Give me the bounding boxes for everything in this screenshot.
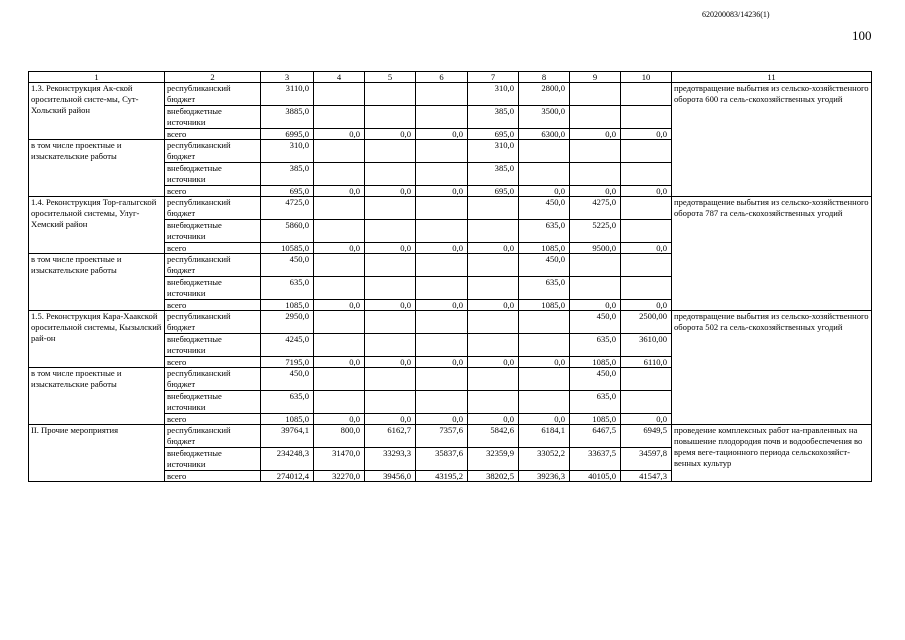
amount-cell: 0,0 <box>416 300 468 311</box>
amount-cell: 6467,5 <box>570 425 621 448</box>
amount-cell: 0,0 <box>416 357 468 368</box>
expected-result: предотвращение выбытия из сельско-хозяйственного оборота 600 га сель-скохозяйственных угодий <box>672 83 872 197</box>
column-header: 10 <box>621 72 672 83</box>
amount-cell <box>519 334 570 357</box>
amount-cell: 0,0 <box>365 357 416 368</box>
amount-cell: 0,0 <box>416 129 468 140</box>
amount-cell: 0,0 <box>416 186 468 197</box>
amount-cell: 0,0 <box>570 129 621 140</box>
amount-cell: 0,0 <box>365 414 416 425</box>
page-number: 100 <box>852 28 872 43</box>
amount-cell <box>621 254 672 277</box>
amount-cell <box>314 140 365 163</box>
amount-cell <box>314 254 365 277</box>
amount-cell: 0,0 <box>365 243 416 254</box>
funding-source: республиканский бюджет <box>165 83 261 106</box>
amount-cell: 450,0 <box>519 254 570 277</box>
header-row <box>29 72 872 83</box>
amount-cell <box>416 197 468 220</box>
column-header: 8 <box>519 72 570 83</box>
amount-cell <box>365 140 416 163</box>
funding-source: внебюджетные источники <box>165 448 261 471</box>
amount-cell: 6184,1 <box>519 425 570 448</box>
amount-cell: 38202,5 <box>468 471 519 482</box>
amount-cell <box>468 277 519 300</box>
funding-source: всего <box>165 186 261 197</box>
amount-cell: 4275,0 <box>570 197 621 220</box>
amount-cell: 695,0 <box>468 129 519 140</box>
amount-cell <box>314 106 365 129</box>
amount-cell <box>468 197 519 220</box>
amount-cell <box>468 391 519 414</box>
column-header: 7 <box>468 72 519 83</box>
amount-cell: 31470,0 <box>314 448 365 471</box>
amount-cell: 0,0 <box>314 243 365 254</box>
funding-source: всего <box>165 129 261 140</box>
amount-cell: 33052,2 <box>519 448 570 471</box>
amount-cell <box>621 106 672 129</box>
activity-name: в том числе проектные и изыскательские работы <box>29 368 165 425</box>
amount-cell: 0,0 <box>416 243 468 254</box>
amount-cell: 310,0 <box>468 83 519 106</box>
amount-cell <box>416 220 468 243</box>
amount-cell: 2500,00 <box>621 311 672 334</box>
amount-cell: 0,0 <box>468 243 519 254</box>
amount-cell: 695,0 <box>468 186 519 197</box>
table-body <box>29 83 872 482</box>
funding-source: внебюджетные источники <box>165 334 261 357</box>
amount-cell: 32270,0 <box>314 471 365 482</box>
amount-cell: 5842,6 <box>468 425 519 448</box>
amount-cell: 0,0 <box>468 414 519 425</box>
amount-cell <box>416 140 468 163</box>
amount-cell: 635,0 <box>570 391 621 414</box>
amount-cell: 450,0 <box>519 197 570 220</box>
amount-cell: 0,0 <box>621 300 672 311</box>
table-row <box>29 83 872 106</box>
amount-cell <box>416 106 468 129</box>
amount-cell <box>314 277 365 300</box>
funding-source: внебюджетные источники <box>165 277 261 300</box>
funding-source: всего <box>165 300 261 311</box>
expected-result: предотвращение выбытия из сельско-хозяйственного оборота 787 га сель-скохозяйственных угодий <box>672 197 872 311</box>
amount-cell <box>416 334 468 357</box>
activity-name: 1.5. Реконструкция Кара-Хаакской оросительной системы, Кызылский рай-он <box>29 311 165 368</box>
amount-cell <box>468 220 519 243</box>
funding-source: республиканский бюджет <box>165 368 261 391</box>
amount-cell <box>519 391 570 414</box>
amount-cell <box>416 83 468 106</box>
amount-cell: 635,0 <box>570 334 621 357</box>
amount-cell <box>416 254 468 277</box>
amount-cell: 34597,8 <box>621 448 672 471</box>
amount-cell <box>314 368 365 391</box>
amount-cell: 450,0 <box>570 368 621 391</box>
amount-cell <box>570 106 621 129</box>
amount-cell <box>314 220 365 243</box>
funding-source: республиканский бюджет <box>165 140 261 163</box>
amount-cell <box>621 220 672 243</box>
funding-source: всего <box>165 243 261 254</box>
amount-cell: 35837,6 <box>416 448 468 471</box>
amount-cell <box>621 277 672 300</box>
amount-cell: 0,0 <box>621 186 672 197</box>
amount-cell <box>519 311 570 334</box>
amount-cell: 0,0 <box>621 129 672 140</box>
amount-cell <box>365 163 416 186</box>
amount-cell: 7357,6 <box>416 425 468 448</box>
amount-cell <box>365 368 416 391</box>
amount-cell: 0,0 <box>570 300 621 311</box>
funding-source: всего <box>165 471 261 482</box>
expected-result: проведение комплексных работ на-правленных на повышение плодородия почв и водообеспечения во время веге-тационного периода сельскохозяйст-венных культур <box>672 425 872 482</box>
amount-cell: 1085,0 <box>261 300 314 311</box>
amount-cell <box>365 83 416 106</box>
amount-cell: 10585,0 <box>261 243 314 254</box>
amount-cell <box>416 391 468 414</box>
funding-source: внебюджетные источники <box>165 106 261 129</box>
column-header: 1 <box>29 72 165 83</box>
amount-cell: 450,0 <box>261 368 314 391</box>
amount-cell: 800,0 <box>314 425 365 448</box>
column-header: 6 <box>416 72 468 83</box>
funding-source: всего <box>165 414 261 425</box>
amount-cell: 0,0 <box>519 357 570 368</box>
amount-cell <box>365 391 416 414</box>
amount-cell: 6110,0 <box>621 357 672 368</box>
amount-cell <box>468 334 519 357</box>
document-id: 620200083/14236(1) <box>702 10 770 19</box>
amount-cell: 41547,3 <box>621 471 672 482</box>
amount-cell: 32359,9 <box>468 448 519 471</box>
funding-source: республиканский бюджет <box>165 425 261 448</box>
activity-name: 1.4. Реконструкция Тор-галыгской оросительной системы, Улуг-Хемский район <box>29 197 165 254</box>
amount-cell: 40105,0 <box>570 471 621 482</box>
amount-cell <box>621 163 672 186</box>
funding-source: республиканский бюджет <box>165 197 261 220</box>
amount-cell <box>519 163 570 186</box>
amount-cell: 5860,0 <box>261 220 314 243</box>
amount-cell <box>468 311 519 334</box>
amount-cell <box>314 197 365 220</box>
amount-cell: 3885,0 <box>261 106 314 129</box>
amount-cell <box>570 254 621 277</box>
amount-cell: 0,0 <box>365 186 416 197</box>
column-header: 2 <box>165 72 261 83</box>
column-header: 4 <box>314 72 365 83</box>
table-row <box>29 425 872 448</box>
amount-cell: 43195,2 <box>416 471 468 482</box>
amount-cell <box>570 83 621 106</box>
amount-cell: 0,0 <box>314 414 365 425</box>
amount-cell: 6949,5 <box>621 425 672 448</box>
amount-cell: 635,0 <box>519 277 570 300</box>
amount-cell <box>314 391 365 414</box>
amount-cell: 310,0 <box>261 140 314 163</box>
amount-cell: 0,0 <box>416 414 468 425</box>
activity-name: в том числе проектные и изыскательские работы <box>29 254 165 311</box>
amount-cell: 5225,0 <box>570 220 621 243</box>
amount-cell: 0,0 <box>314 186 365 197</box>
amount-cell <box>570 163 621 186</box>
amount-cell <box>621 368 672 391</box>
amount-cell <box>570 277 621 300</box>
amount-cell <box>416 368 468 391</box>
amount-cell: 274012,4 <box>261 471 314 482</box>
amount-cell: 0,0 <box>314 129 365 140</box>
amount-cell <box>468 368 519 391</box>
amount-cell: 39764,1 <box>261 425 314 448</box>
amount-cell: 0,0 <box>621 243 672 254</box>
amount-cell: 0,0 <box>468 300 519 311</box>
funding-source: республиканский бюджет <box>165 311 261 334</box>
amount-cell: 7195,0 <box>261 357 314 368</box>
funding-source: всего <box>165 357 261 368</box>
amount-cell <box>314 163 365 186</box>
amount-cell: 0,0 <box>314 300 365 311</box>
amount-cell: 33293,3 <box>365 448 416 471</box>
funding-source: внебюджетные источники <box>165 391 261 414</box>
funding-source: внебюджетные источники <box>165 163 261 186</box>
amount-cell: 0,0 <box>519 414 570 425</box>
amount-cell: 0,0 <box>365 300 416 311</box>
amount-cell <box>416 277 468 300</box>
amount-cell <box>365 311 416 334</box>
amount-cell: 1085,0 <box>570 357 621 368</box>
amount-cell: 39236,3 <box>519 471 570 482</box>
amount-cell: 6300,0 <box>519 129 570 140</box>
amount-cell: 635,0 <box>519 220 570 243</box>
column-header: 5 <box>365 72 416 83</box>
amount-cell: 0,0 <box>365 129 416 140</box>
amount-cell: 635,0 <box>261 277 314 300</box>
amount-cell: 385,0 <box>261 163 314 186</box>
amount-cell <box>365 277 416 300</box>
amount-cell <box>365 254 416 277</box>
amount-cell: 0,0 <box>621 414 672 425</box>
expected-result: предотвращение выбытия из сельско-хозяйственного оборота 502 га сель-скохозяйственных угодий <box>672 311 872 425</box>
amount-cell <box>621 83 672 106</box>
activity-name: 1.3. Реконструкция Ак-ской оросительной систе-мы, Сут-Хольский район <box>29 83 165 140</box>
amount-cell: 0,0 <box>468 357 519 368</box>
amount-cell: 3110,0 <box>261 83 314 106</box>
amount-cell: 385,0 <box>468 163 519 186</box>
amount-cell <box>468 254 519 277</box>
amount-cell: 9500,0 <box>570 243 621 254</box>
column-header: 11 <box>672 72 872 83</box>
budget-table <box>28 71 872 482</box>
amount-cell: 3500,0 <box>519 106 570 129</box>
amount-cell: 0,0 <box>519 186 570 197</box>
amount-cell <box>621 197 672 220</box>
amount-cell: 310,0 <box>468 140 519 163</box>
amount-cell <box>314 83 365 106</box>
amount-cell: 0,0 <box>314 357 365 368</box>
amount-cell: 39456,0 <box>365 471 416 482</box>
activity-name: в том числе проектные и изыскательские работы <box>29 140 165 197</box>
funding-source: республиканский бюджет <box>165 254 261 277</box>
amount-cell <box>416 311 468 334</box>
amount-cell: 695,0 <box>261 186 314 197</box>
amount-cell: 3610,00 <box>621 334 672 357</box>
table-row <box>29 311 872 334</box>
amount-cell: 33637,5 <box>570 448 621 471</box>
amount-cell: 2950,0 <box>261 311 314 334</box>
amount-cell <box>519 368 570 391</box>
amount-cell <box>365 334 416 357</box>
amount-cell: 0,0 <box>570 186 621 197</box>
amount-cell: 450,0 <box>570 311 621 334</box>
amount-cell <box>416 163 468 186</box>
amount-cell <box>621 140 672 163</box>
amount-cell <box>519 140 570 163</box>
amount-cell <box>570 140 621 163</box>
amount-cell: 234248,3 <box>261 448 314 471</box>
funding-source: внебюджетные источники <box>165 220 261 243</box>
amount-cell <box>314 334 365 357</box>
amount-cell <box>314 311 365 334</box>
amount-cell: 385,0 <box>468 106 519 129</box>
amount-cell: 4725,0 <box>261 197 314 220</box>
amount-cell: 1085,0 <box>570 414 621 425</box>
amount-cell: 635,0 <box>261 391 314 414</box>
amount-cell <box>365 220 416 243</box>
amount-cell: 6995,0 <box>261 129 314 140</box>
amount-cell: 2800,0 <box>519 83 570 106</box>
amount-cell: 4245,0 <box>261 334 314 357</box>
amount-cell: 6162,7 <box>365 425 416 448</box>
amount-cell: 1085,0 <box>519 243 570 254</box>
column-header: 3 <box>261 72 314 83</box>
amount-cell <box>621 391 672 414</box>
activity-name: II. Прочие мероприятия <box>29 425 165 482</box>
amount-cell: 1085,0 <box>519 300 570 311</box>
table-row <box>29 197 872 220</box>
amount-cell: 1085,0 <box>261 414 314 425</box>
amount-cell <box>365 197 416 220</box>
amount-cell: 450,0 <box>261 254 314 277</box>
column-header: 9 <box>570 72 621 83</box>
amount-cell <box>365 106 416 129</box>
